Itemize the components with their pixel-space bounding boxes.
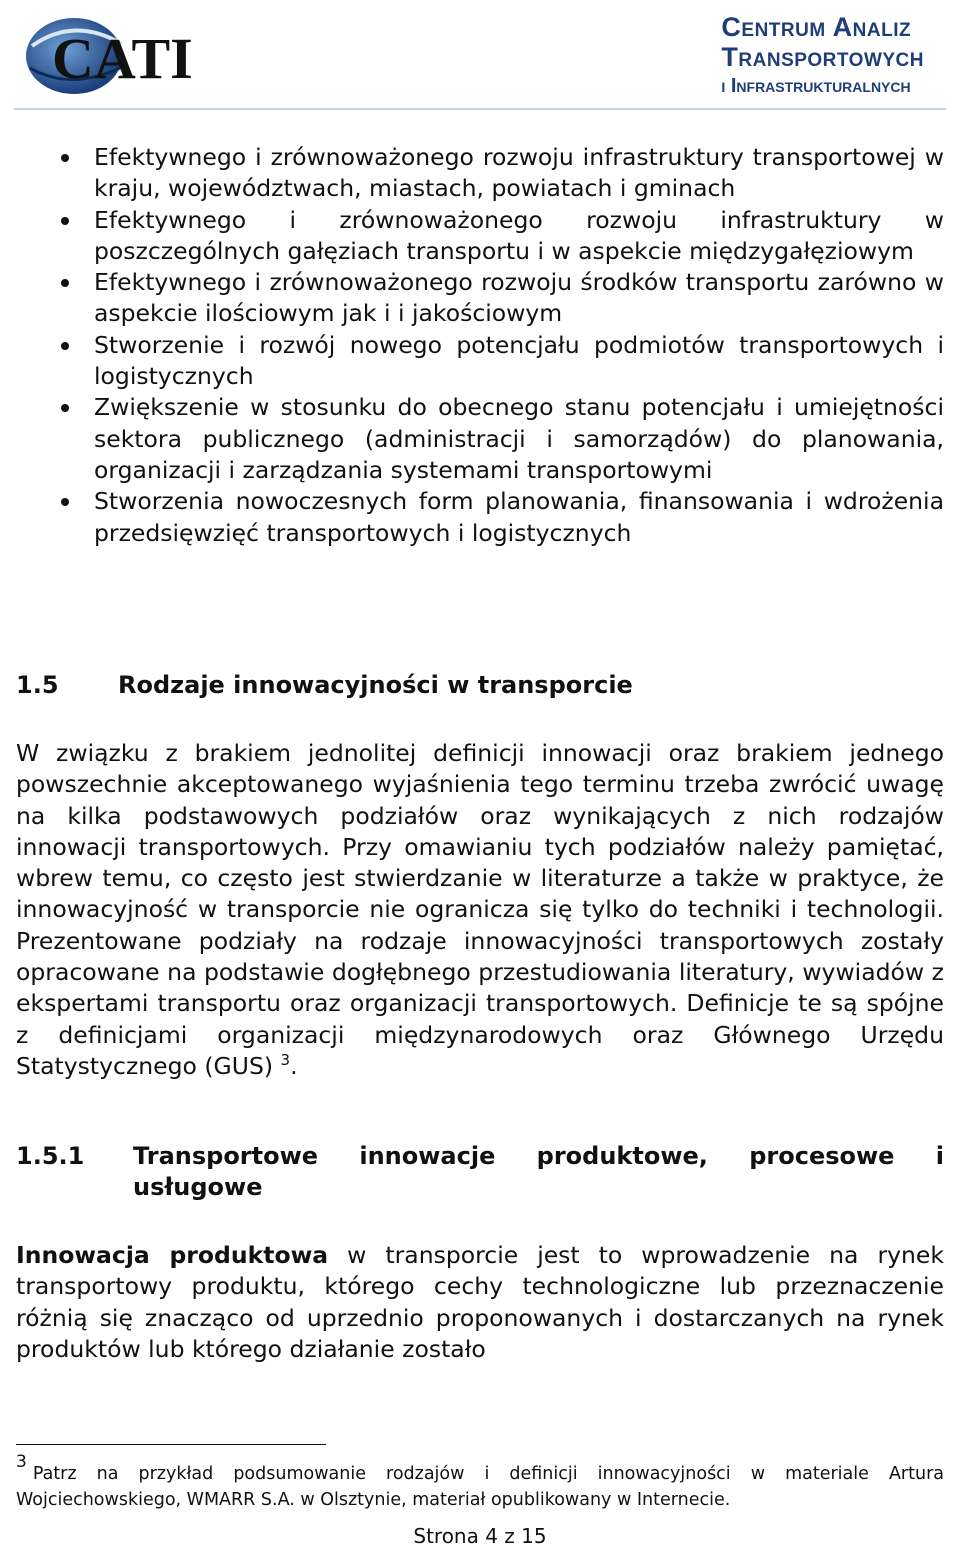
footnote-reference[interactable]: 3	[280, 1050, 291, 1069]
section-number: 1.5	[16, 671, 59, 699]
paragraph-text: w transporcie jest to wprowadzenie na rynek transportowy produktu, którego cechy technologiczne lub przeznaczenie różnią się znacząco od uprzednio proponowanych i dostarczanych na rynek produktów lub którego działanie zostało	[16, 1241, 944, 1363]
header-title-line3: i Infrastrukturalnych	[721, 75, 911, 97]
subsection-number: 1.5.1	[16, 1142, 85, 1170]
paragraph-text: W związku z brakiem jednolitej definicji innowacji oraz brakiem jednego powszechnie akceptowanego wyjaśnienia tego terminu trzeba zwrócić uwagę na kilka podstawowych podziałów oraz wynikających z nich rodzajów innowacji transportowych. Przy omawianiu tych podziałów należy pamiętać, wbrew temu, co często jest stwierdzanie w literaturze a także w praktyce, że innowacyjność w transporcie nie ogranicza się tylko do techniki i technologii. Prezentowane podziały na rodzaje innowacyjności transportowych zostały opracowane na podstawie dogłębnego przestudiowania literatury, wywiadów z ekspertami transportu oraz organizacji transportowych. Definicje te są spójne z definicjami organizacji międzynarodowych oraz Głównego Urzędu Statystycznego (GUS)	[16, 739, 944, 1080]
goals-bullet-list	[0, 142, 960, 549]
header-title	[721, 12, 924, 100]
paragraph-end: .	[290, 1051, 298, 1080]
svg-text:CATI: CATI	[52, 26, 193, 91]
term-product-innovation: Innowacja produktowa	[16, 1241, 329, 1269]
header-title-line2: Transportowych	[721, 42, 924, 72]
footnote-mark: 3	[16, 1452, 27, 1472]
cati-logo	[12, 6, 244, 98]
footnote-text: Patrz na przykład podsumowanie rodzajów i definicji innowacyjności w materiale Artura Wojciechowskiego, WMARR S.A. w Olsztynie, materiał opublikowany w Internecie.	[16, 1464, 944, 1510]
subsection-heading	[16, 1141, 944, 1204]
footnote	[16, 1452, 944, 1513]
bullet-item: Stworzenie i rozwój nowego potencjału podmiotów transportowych i logistycznych	[94, 330, 944, 393]
bullet-item: Efektywnego i zrównoważonego rozwoju środków transportu zarówno w aspekcie ilościowym jak i i jakościowym	[94, 267, 944, 330]
subsection-title: Transportowe innowacje produktowe, procesowe i usługowe	[133, 1142, 944, 1202]
bullet-item: Stworzenia nowoczesnych form planowania, finansowania i wdrożenia przedsięwzięć transportowych i logistycznych	[94, 486, 944, 549]
header-title-line1: Centrum Analiz	[721, 12, 912, 42]
bullet-item: Efektywnego i zrównoważonego rozwoju infrastruktury w poszczególnych gałęziach transportu i w aspekcie międzygałęziowym	[94, 205, 944, 268]
footnote-divider	[16, 1444, 326, 1445]
paragraph-product-innovation	[16, 1240, 944, 1365]
paragraph-innovation-types	[16, 738, 944, 1082]
header-divider	[14, 108, 946, 110]
page-number: Strona 4 z 15	[413, 1524, 547, 1548]
section-title: Rodzaje innowacyjności w transporcie	[118, 671, 633, 699]
section-heading	[16, 668, 633, 702]
bullet-item: Efektywnego i zrównoważonego rozwoju infrastruktury transportowej w kraju, województwach, miastach, powiatach i gminach	[94, 142, 944, 205]
bullet-item: Zwiększenie w stosunku do obecnego stanu potencjału i umiejętności sektora publicznego (administracji i samorządów) do planowania, organizacji i zarządzania systemami transportowymi	[94, 392, 944, 486]
